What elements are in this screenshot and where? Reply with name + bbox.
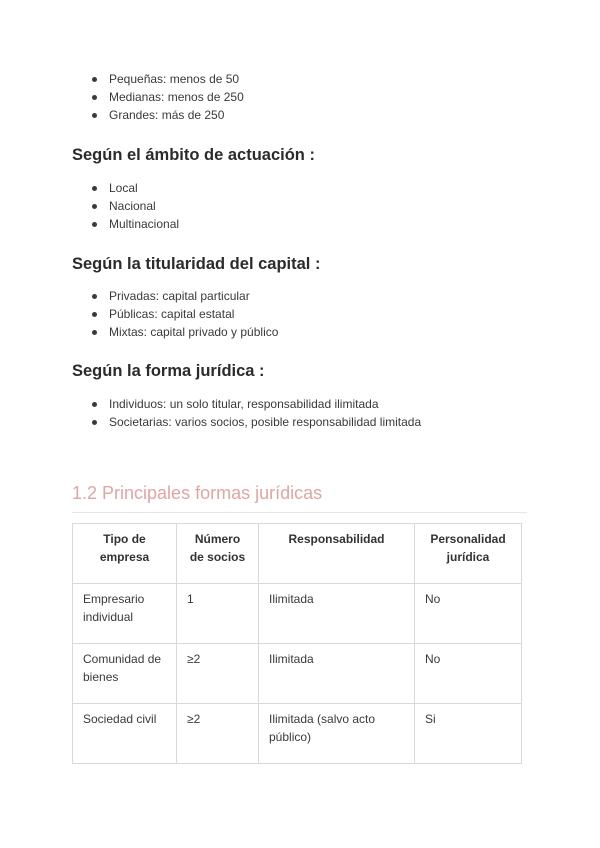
forma-heading: Según la forma jurídica : [72, 362, 265, 380]
table-cell: Ilimitada [259, 584, 415, 644]
table-cell: Empresario individual [73, 584, 177, 644]
column-header: Número de socios [177, 524, 259, 584]
table-cell: Ilimitada [259, 644, 415, 704]
forma-list [92, 395, 421, 431]
table-cell: No [415, 584, 522, 644]
ambito-list [92, 179, 179, 233]
bullet-icon [92, 294, 97, 299]
list-item [92, 106, 244, 124]
table-cell: No [415, 644, 522, 704]
bullet-icon [92, 113, 97, 118]
list-item [92, 88, 244, 106]
table-row [73, 584, 522, 644]
list-item [92, 395, 421, 413]
list-item-text: Nacional [109, 199, 156, 213]
list-item-text: Mixtas: capital privado y público [109, 325, 279, 339]
bullet-icon [92, 95, 97, 100]
titularidad-heading: Según la titularidad del capital : [72, 255, 321, 273]
table-row [73, 644, 522, 704]
table-cell: Si [415, 704, 522, 764]
list-item [92, 413, 421, 431]
table-cell: Sociedad civil [73, 704, 177, 764]
bullet-icon [92, 330, 97, 335]
size-list [92, 70, 244, 124]
list-item [92, 305, 278, 323]
list-item-text: Local [109, 181, 138, 195]
column-header: Tipo de empresa [73, 524, 177, 584]
list-item-text: Pequeñas: menos de 50 [109, 72, 240, 86]
list-item [92, 197, 179, 215]
table-cell: 1 [177, 584, 259, 644]
list-item [92, 70, 244, 88]
list-item-text: Medianas: menos de 250 [109, 90, 244, 104]
bullet-icon [92, 420, 97, 425]
section-heading: 1.2 Principales formas jurídicas [72, 483, 323, 503]
bullet-icon [92, 204, 97, 209]
list-item [92, 323, 278, 341]
table-cell: Ilimitada (salvo acto público) [259, 704, 415, 764]
bullet-icon [92, 222, 97, 227]
titularidad-list [92, 287, 278, 341]
column-header: Personalidad jurídica [415, 524, 522, 584]
column-header: Responsabilidad [259, 524, 415, 584]
table-row [73, 704, 522, 764]
table-cell: ≥2 [177, 644, 259, 704]
list-item-text: Privadas: capital particular [109, 289, 250, 303]
list-item-text: Societarias: varios socios, posible responsabilidad limitada [109, 415, 422, 429]
heading-divider [72, 512, 527, 513]
list-item [92, 287, 278, 305]
table-header-row [73, 524, 522, 584]
list-item-text: Multinacional [109, 217, 180, 231]
bullet-icon [92, 77, 97, 82]
list-item [92, 215, 179, 233]
list-item-text: Públicas: capital estatal [109, 307, 235, 321]
list-item-text: Individuos: un solo titular, responsabilidad ilimitada [109, 397, 379, 411]
ambito-heading: Según el ámbito de actuación : [72, 146, 315, 164]
list-item-text: Grandes: más de 250 [109, 108, 225, 122]
table-cell: Comunidad de bienes [73, 644, 177, 704]
bullet-icon [92, 402, 97, 407]
bullet-icon [92, 186, 97, 191]
legal-forms-table [72, 523, 522, 764]
list-item [92, 179, 179, 197]
bullet-icon [92, 312, 97, 317]
table-cell: ≥2 [177, 704, 259, 764]
